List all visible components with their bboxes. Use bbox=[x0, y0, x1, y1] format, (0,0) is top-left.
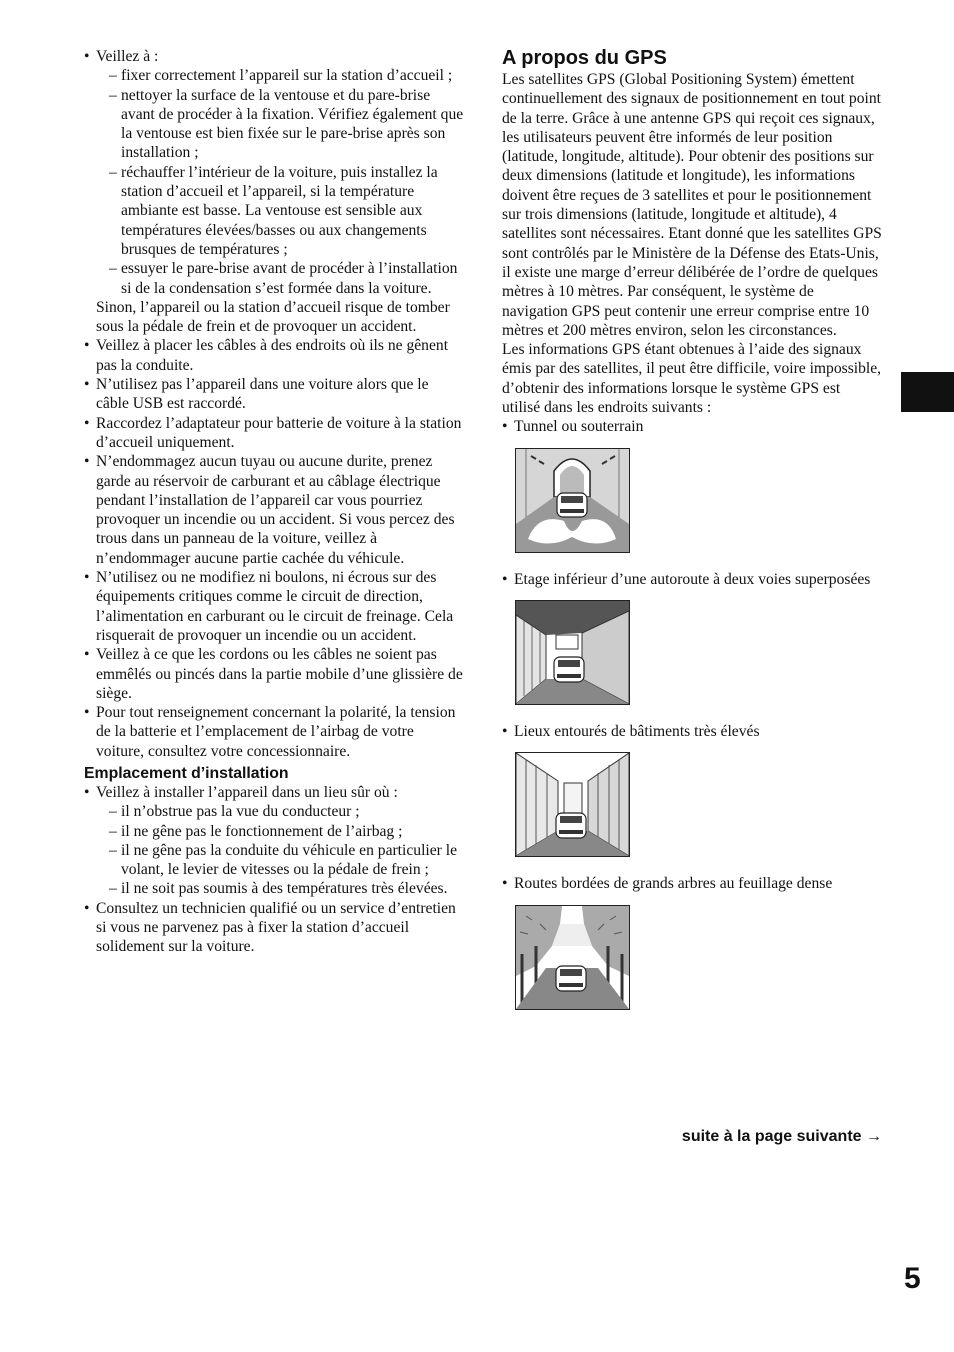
tree-lined-road-illustration bbox=[515, 905, 630, 1010]
dash-list bbox=[96, 802, 464, 898]
list-item-tunnel: • Tunnel ou souterrain bbox=[502, 417, 882, 436]
list-item-dense-trees: • Routes bordées de grands arbres au feuillage dense bbox=[502, 874, 882, 893]
gps-intro-paragraph: Les satellites GPS (Global Positioning System) émettent continuellement des signaux de positionnement en tout point de la terre. Grâce à une antenne GPS qui reçoit ces signaux, les utilisateurs peuvent être informés de leur position (latitude, longitude, altitude). Pour obtenir des positions sur deux dimensions (latitude et longitude), les informations doivent être reçues de 3 satellites et pour le positionnement sur trois dimensions (latitude, longitude et altitude), 4 satellites sont nécessaires. Etant donné que les satellites GPS sont contrôlés par le Ministère de la Défense des Etats-Unis, il existe une marge d’erreur délibérée de l’ordre de quelques mètres à 10 mètres. Par conséquent, le système de navigation GPS peut contenir une erreur comprise entre 10 mètres et 200 mètres environ, selon les circonstances. bbox=[502, 71, 882, 339]
continued-note bbox=[682, 1128, 882, 1146]
dash-item: – réchauffer l’intérieur de la voiture, puis installez la station d’accueil et l’appareil, si la température ambiante est basse. La ventouse est sensible aux températures élevées/basses ou aux changements brusques de températures ; bbox=[96, 163, 464, 259]
list-item: • Pour tout renseignement concernant la polarité, la tension de la batterie et l’emplacement de l’airbag de votre voiture, consultez votre concessionnaire. bbox=[84, 703, 464, 761]
dash-item: – fixer correctement l’appareil sur la station d’accueil ; bbox=[96, 66, 464, 85]
list-item bbox=[84, 783, 464, 899]
dash-item: – il ne gêne pas la conduite du véhicule en particulier le volant, le levier de vitesses ou la pédale de frein ; bbox=[96, 841, 464, 880]
chapter-tab-marker bbox=[901, 372, 954, 412]
left-column bbox=[84, 47, 464, 957]
list-item: • N’endommagez aucun tuyau ou aucune durite, prenez garde au réservoir de carburant et au câblage électrique pendant l’installation de l’appareil car vous pourriez provoquer un incendie ou un accident. Si vous percez des trous dans un panneau de la voiture, veillez à n’endommager aucune partie cachée du véhicule. bbox=[84, 452, 464, 568]
dash-item: – essuyer le pare-brise avant de procéder à l’installation si de la condensation s’est formée dans la voiture. bbox=[96, 259, 464, 298]
dash-item: – il ne gêne pas le fonctionnement de l’airbag ; bbox=[96, 822, 464, 841]
continued-text: suite à la page suivante bbox=[681, 1128, 862, 1145]
trees-icon bbox=[516, 906, 629, 1009]
tunnel-illustration bbox=[515, 448, 630, 553]
precautions-list bbox=[84, 47, 464, 761]
list-item: • Veillez à placer les câbles à des endroits où ils ne gênent pas la conduite. bbox=[84, 336, 464, 375]
warning-consequence: Sinon, l’appareil ou la station d’accueil risque de tomber sous la pédale de frein et de provoquer un accident. bbox=[96, 298, 450, 336]
list-item: • Consultez un technicien qualifié ou un service d’entretien si vous ne parvenez pas à fixer la station d’accueil solidement sur la voiture. bbox=[84, 899, 464, 957]
dash-list bbox=[96, 66, 464, 298]
gps-limitations-paragraph: Les informations GPS étant obtenues à l’aide des signaux émis par des satellites, il peut être difficile, voire impossible, d’obtenir des informations lorsque le système GPS est utilisé dans les endroits suivants : bbox=[502, 341, 882, 417]
dash-item: – il ne soit pas soumis à des températures très élevées. bbox=[96, 879, 464, 898]
page-number: 5 bbox=[904, 1262, 921, 1295]
tall-buildings-illustration bbox=[515, 752, 630, 857]
highway-icon bbox=[516, 601, 629, 704]
dash-item: – il n’obstrue pas la vue du conducteur ; bbox=[96, 802, 464, 821]
right-arrow-icon: → bbox=[866, 1128, 882, 1145]
list-item-text: Veillez à installer l’appareil dans un lieu sûr où : bbox=[96, 783, 398, 801]
buildings-icon bbox=[516, 753, 629, 856]
list-item-text: Veillez à : bbox=[96, 48, 159, 65]
tunnel-icon bbox=[516, 449, 629, 552]
double-deck-highway-illustration bbox=[515, 600, 630, 705]
section-subheading: Emplacement d’installation bbox=[84, 764, 289, 782]
list-item: • Raccordez l’adaptateur pour batterie de voiture à la station d’accueil uniquement. bbox=[84, 414, 464, 453]
list-item-double-deck: • Etage inférieur d’une autoroute à deux voies superposées bbox=[502, 570, 882, 589]
section-heading: A propos du GPS bbox=[502, 47, 667, 69]
list-item: • N’utilisez pas l’appareil dans une voiture alors que le câble USB est raccordé. bbox=[84, 375, 464, 414]
list-item: • Veillez à ce que les cordons ou les câbles ne soient pas emmêlés ou pincés dans la partie mobile d’une glissière de siège. bbox=[84, 645, 464, 703]
right-column bbox=[502, 47, 882, 1027]
installation-list bbox=[84, 783, 464, 957]
list-item-tall-buildings: • Lieux entourés de bâtiments très élevés bbox=[502, 722, 882, 741]
dash-item: – nettoyer la surface de la ventouse et du pare-brise avant de procéder à la fixation. Vérifiez également que la ventouse est bien fixée sur le pare-brise après son installation ; bbox=[96, 86, 464, 163]
list-item: • N’utilisez ou ne modifiez ni boulons, ni écrous sur des équipements critiques comme le circuit de direction, l’alimentation en carburant ou le circuit de freinage. Cela risquerait de provoquer un incendie ou un accident. bbox=[84, 568, 464, 645]
list-item bbox=[84, 47, 464, 298]
